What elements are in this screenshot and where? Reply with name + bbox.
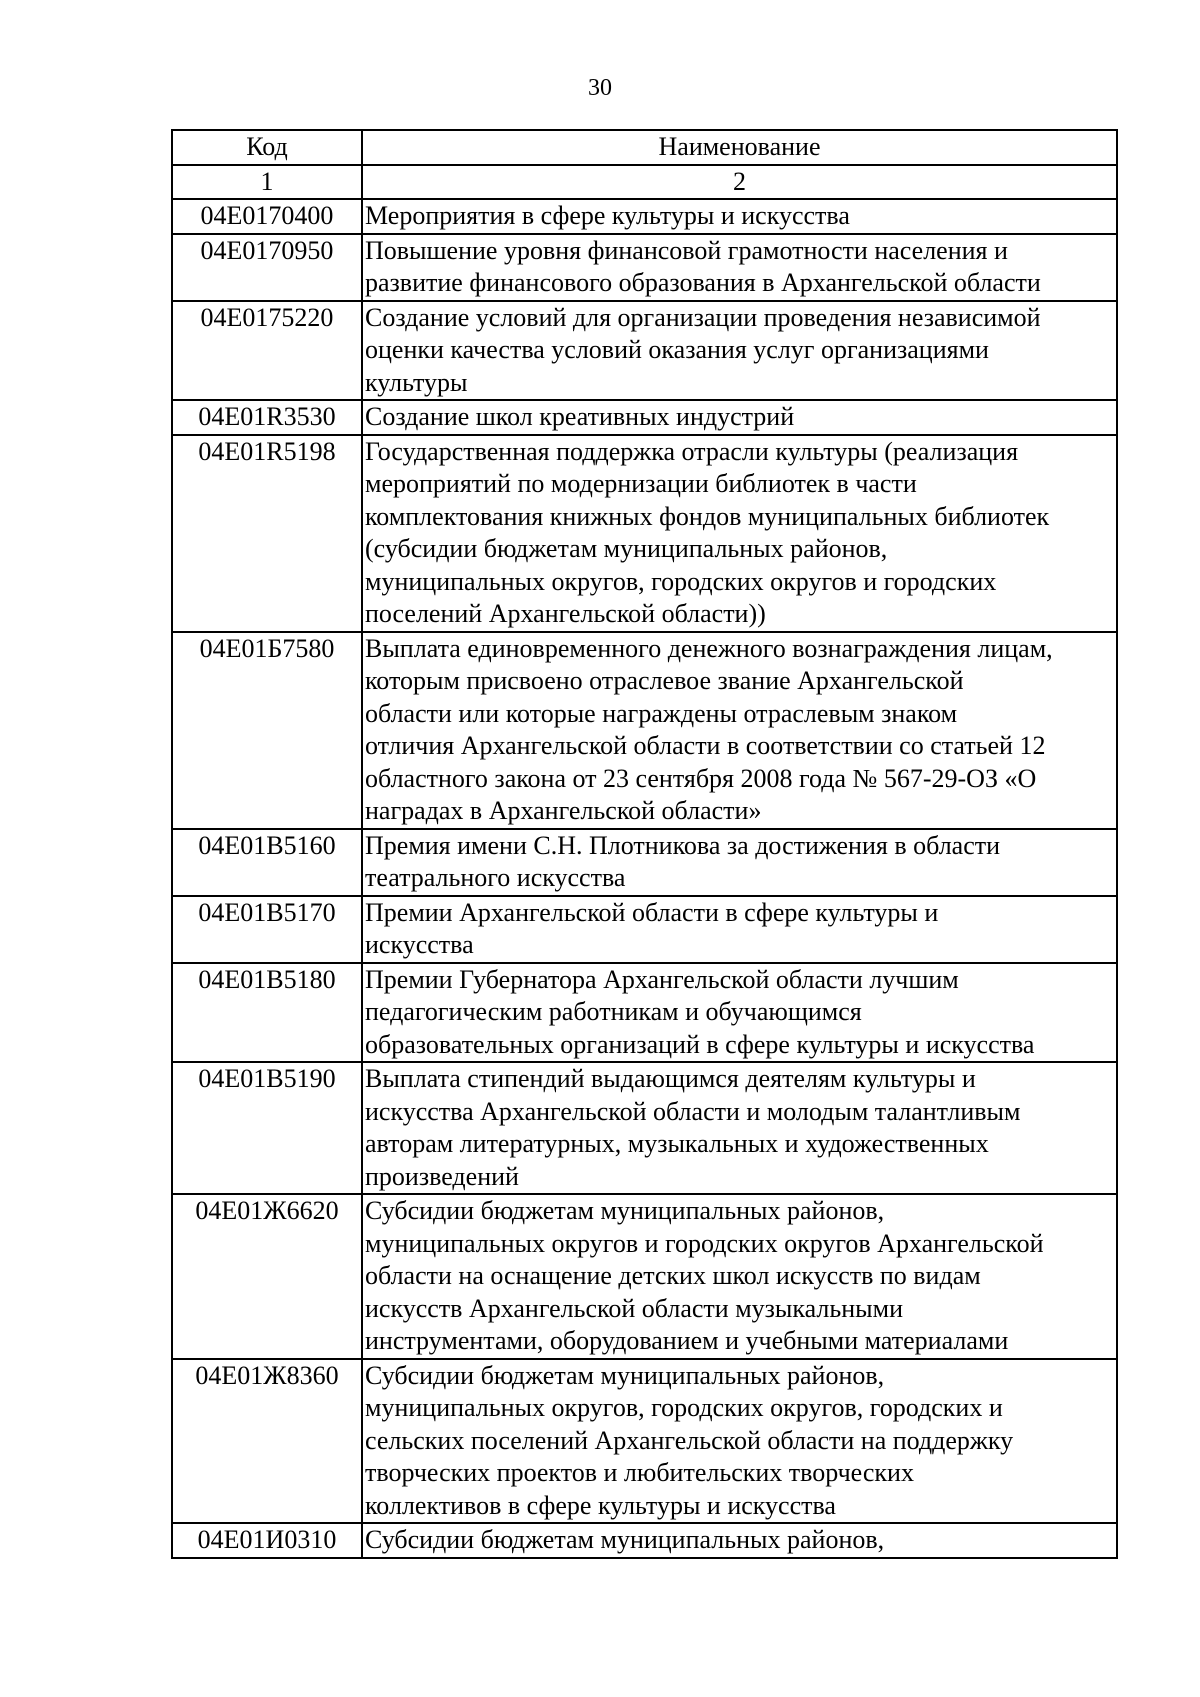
table-row — [172, 435, 1117, 632]
table-row — [172, 234, 1117, 301]
row-name-line: области или которые награждены отраслевым знаком — [365, 698, 958, 728]
table-row — [172, 400, 1117, 435]
row-name-line: Субсидии бюджетам муниципальных районов, — [365, 1360, 885, 1390]
table-row — [172, 1062, 1117, 1194]
row-code: 04Е01В5190 — [172, 1062, 362, 1194]
row-name-line: Премии Архангельской области в сфере культуры и — [365, 897, 939, 927]
row-code: 04Е01В5180 — [172, 963, 362, 1063]
row-name-line: которым присвоено отраслевое звание Архангельской — [365, 666, 964, 695]
column-number-2: 2 — [362, 165, 1117, 200]
row-name-line: Мероприятия в сфере культуры и искусства — [365, 201, 850, 230]
table-body — [172, 199, 1117, 1558]
row-name — [362, 199, 1117, 234]
row-name-line: Повышение уровня финансовой грамотности населения и — [365, 235, 1008, 265]
row-code: 04Е01Б7580 — [172, 632, 362, 829]
row-name-line: произведений — [365, 1161, 519, 1191]
row-name-line: областного закона от 23 сентября 2008 года № 567-29-ОЗ «О — [365, 763, 1037, 793]
row-name-line: творческих проектов и любительских творческих — [365, 1458, 914, 1487]
row-name-line: (субсидии бюджетам муниципальных районов, — [365, 534, 888, 563]
table-row — [172, 963, 1117, 1063]
row-name — [362, 1523, 1117, 1558]
row-name-line: искусства Архангельской области и молодым талантливым — [365, 1096, 1021, 1126]
header-code: Код — [172, 130, 362, 165]
row-name-line: муниципальных округов, городских округов и городских — [365, 566, 997, 596]
row-name-line: наградах в Архангельской области» — [365, 796, 762, 825]
row-name — [362, 963, 1117, 1063]
row-name — [362, 1359, 1117, 1524]
row-name-line: оценки качества условий оказания услуг организациями — [365, 335, 989, 364]
row-name-line: сельских поселений Архангельской области на поддержку — [365, 1425, 1014, 1455]
row-code: 04Е01И0310 — [172, 1523, 362, 1558]
table-row — [172, 1523, 1117, 1558]
row-name-line: педагогическим работникам и обучающимся — [365, 997, 862, 1026]
row-code: 04Е01Ж8360 — [172, 1359, 362, 1524]
row-name — [362, 1194, 1117, 1359]
table-row — [172, 829, 1117, 896]
row-name — [362, 632, 1117, 829]
row-code: 04Е01В5160 — [172, 829, 362, 896]
table-row — [172, 199, 1117, 234]
row-name-line: Государственная поддержка отрасли культуры (реализация — [365, 436, 1019, 466]
row-name-line: Создание условий для организации проведения независимой — [365, 302, 1041, 332]
page-number: 30 — [588, 75, 612, 101]
row-name-line: театрального искусства — [365, 863, 626, 892]
row-code: 04Е01В5170 — [172, 896, 362, 963]
row-name — [362, 435, 1117, 632]
table-row — [172, 1359, 1117, 1524]
row-name — [362, 1062, 1117, 1194]
row-code: 04Е0175220 — [172, 301, 362, 401]
row-name-line: Выплата единовременного денежного вознаграждения лицам, — [365, 633, 1053, 663]
row-name — [362, 301, 1117, 401]
row-name-line: культуры — [365, 367, 468, 397]
row-code: 04Е01Ж6620 — [172, 1194, 362, 1359]
row-name-line: авторам литературных, музыкальных и художественных — [365, 1129, 989, 1158]
row-name-line: Субсидии бюджетам муниципальных районов, — [365, 1196, 885, 1225]
row-code: 04Е01R3530 — [172, 400, 362, 435]
column-number-row — [172, 165, 1117, 200]
row-name-line: Субсидии бюджетам муниципальных районов, — [365, 1525, 885, 1554]
budget-codes-table — [171, 129, 1118, 1559]
row-name-line: образовательных организаций в сфере культуры и искусства — [365, 1029, 1035, 1059]
row-name-line: Премии Губернатора Архангельской области лучшим — [365, 964, 959, 994]
column-number-1: 1 — [172, 165, 362, 200]
row-name — [362, 896, 1117, 963]
table-header-row — [172, 130, 1117, 165]
row-name-line: отличия Архангельской области в соответствии со статьей 12 — [365, 731, 1046, 760]
row-name-line: искусств Архангельской области музыкальными — [365, 1293, 903, 1323]
row-name — [362, 400, 1117, 435]
row-name-line: области на оснащение детских школ искусств по видам — [365, 1261, 981, 1290]
table-row — [172, 1194, 1117, 1359]
table-row — [172, 896, 1117, 963]
row-name-line: муниципальных округов и городских округов Архангельской — [365, 1228, 1044, 1258]
table-row — [172, 632, 1117, 829]
row-name — [362, 829, 1117, 896]
row-name-line: Создание школ креативных индустрий — [365, 402, 795, 431]
row-name-line: поселений Архангельской области)) — [365, 599, 766, 628]
table-row — [172, 301, 1117, 401]
header-name: Наименование — [362, 130, 1117, 165]
row-code: 04Е01R5198 — [172, 435, 362, 632]
row-code: 04Е0170400 — [172, 199, 362, 234]
row-name-line: коллективов в сфере культуры и искусства — [365, 1490, 836, 1520]
row-name-line: Премия имени С.Н. Плотникова за достижения в области — [365, 830, 1001, 860]
row-name-line: комплектования книжных фондов муниципальных библиотек — [365, 501, 1050, 531]
row-name-line: Выплата стипендий выдающимся деятелям культуры и — [365, 1064, 976, 1093]
row-code: 04Е0170950 — [172, 234, 362, 301]
row-name-line: мероприятий по модернизации библиотек в части — [365, 469, 917, 498]
row-name-line: муниципальных округов, городских округов, городских и — [365, 1393, 1003, 1422]
row-name — [362, 234, 1117, 301]
row-name-line: инструментами, оборудованием и учебными материалами — [365, 1326, 1009, 1355]
row-name-line: искусства — [365, 930, 474, 959]
row-name-line: развитие финансового образования в Архангельской области — [365, 268, 1041, 297]
